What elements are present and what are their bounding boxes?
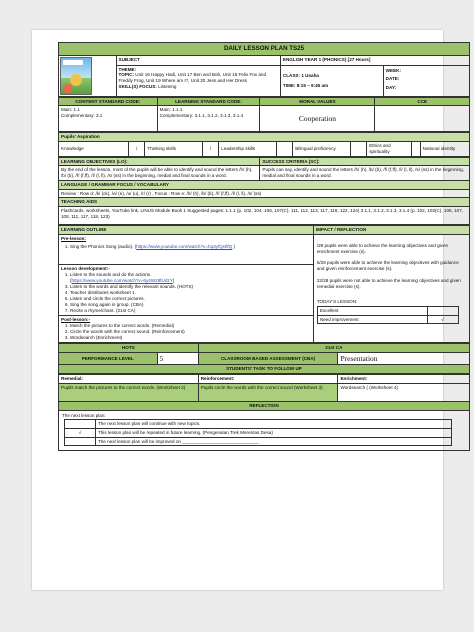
lesson-plan-sheet xyxy=(58,42,470,451)
skill-label: SKILL(S) FOCUS: xyxy=(118,83,157,89)
post-lesson-item: 3. Wordsearch (Enrichment) xyxy=(70,335,311,341)
remedial-text: Pupils match the pictures to the correct words. (Worksheet 2) xyxy=(59,383,199,401)
class-time-cell xyxy=(280,65,383,96)
content-standard-cell xyxy=(59,106,158,132)
pre-lesson-label: Pre-lesson: xyxy=(61,235,87,241)
language-focus-text: Review : Row d: /k/ (ck), /e/ (e), /u/ (u), /r/ (r) , Focus : Row e: /h/ (h), /b/ (b), /f/ (f,ff), /l/ (l, ll), /s/ (ss) xyxy=(59,189,470,198)
hots-label: HOTS xyxy=(59,344,199,353)
success-criteria-label: SUCCESS CRITERIA (SC): xyxy=(260,157,470,166)
standards-table xyxy=(58,97,470,133)
aspiration-national: National identity xyxy=(420,142,469,156)
lesson-development-block xyxy=(59,265,313,316)
aspiration-ethics: Ethics and spirituality xyxy=(367,142,412,156)
topic-value: Unit 16 Happy Hadi, Unit 17 Ben and Bob, Unit 18 Felix Fox and Freddy Frog, Unit 19 Where am I?, Unit 20 Jess and Her Dress xyxy=(118,72,267,84)
development-link-line: (https://www.youtube.com/watch?v=6y4W28fUdzY) xyxy=(70,277,175,283)
skill-value: Listening xyxy=(158,83,177,89)
subject-label: SUBJECT xyxy=(116,55,280,65)
impact-enrichment: /28 pupils were able to achieve the learning objectives and given enrichment exercise (s). xyxy=(316,242,449,254)
post-lesson-item: 2. Circle the words with the correct sound. (Reinforcement) xyxy=(70,329,311,335)
content-standard-complementary: Complementary: 3.1 xyxy=(61,113,103,119)
21st-ca-label: 21st CA xyxy=(198,344,469,353)
next-option-mark[interactable] xyxy=(65,437,96,446)
post-lesson-list xyxy=(61,323,311,341)
need-improvement-mark[interactable]: √ xyxy=(427,315,458,324)
assessment-table xyxy=(58,343,470,374)
day-label: DAY: xyxy=(385,85,397,91)
development-step: 4. Teacher distributes worksheet 1. xyxy=(70,290,311,296)
excellent-mark[interactable] xyxy=(427,306,458,315)
book-cover-cell xyxy=(59,55,117,96)
outline-table xyxy=(58,225,470,343)
document-page xyxy=(32,30,464,590)
aspiration-bilingual: Bilingual proficiency xyxy=(293,142,351,156)
next-option-text: This lesson plan will be repeated in future learning. (Pengenalan Trek Merentas Desa) xyxy=(95,428,451,437)
impact-cell xyxy=(313,234,469,342)
phonics-song-link[interactable]: https://www.youtube.com/watch?v=hq3yfQnllfQ xyxy=(136,243,233,249)
success-criteria-text: Pupils can say, identify and sound the letters /h/ (h), /b/ (b), /f/ (f,ff), /l/ (l, ll), /s/ (ss) in the beginning, medial and final sounds in a word. xyxy=(260,166,470,180)
next-option-text: The next lesson plan will be improved on ______________________________ xyxy=(95,437,451,446)
todays-lesson-label: TODAY'S LESSON: xyxy=(316,299,358,305)
performance-level-value: 5 xyxy=(157,352,198,364)
cce-label: CCE xyxy=(375,97,470,106)
development-step: 1. Listen to the sounds and do the actions. xyxy=(70,272,311,278)
reflection-label: REFLECTION xyxy=(59,401,470,410)
cba-value: Presentation xyxy=(338,352,470,364)
content-standard-label: CONTENT STANDARD CODE: xyxy=(59,97,158,106)
aspiration-knowledge: Knowledge xyxy=(59,142,129,156)
aspiration-label: Pupils' Aspiration xyxy=(59,133,470,142)
reflection-cell xyxy=(59,410,470,451)
aspiration-table xyxy=(58,132,470,156)
pre-lesson-block xyxy=(59,235,313,265)
time-value: 8:15 – 9:45 am xyxy=(296,82,329,88)
topic-label: TOPIC: xyxy=(118,72,135,78)
learning-objectives-label: LEARNING OBJECTIVES (LO): xyxy=(59,157,260,166)
development-step: 5. Listen and circle the correct pictures. xyxy=(70,296,311,302)
aspiration-mark-knowledge: / xyxy=(128,142,144,156)
post-lesson-item: 1. Match the pictures to the correct words. (Remedial) xyxy=(70,323,311,329)
week-label: WEEK: xyxy=(385,67,401,73)
excellent-label: Excellent xyxy=(317,306,427,315)
reinforcement-text: Pupils circle the words with the correct sound (Worksheet 3) xyxy=(198,383,338,401)
aspiration-thinking: Thinking skills xyxy=(145,142,203,156)
aspiration-mark-thinking: / xyxy=(202,142,218,156)
next-lesson-label: The next lesson plan: xyxy=(62,412,106,418)
week-date-day-cell xyxy=(383,65,469,96)
enrichment-label: Enrichment: xyxy=(338,375,470,384)
aspiration-mark-bilingual xyxy=(350,142,366,156)
teaching-aids-text: Flashcards, worksheets, YouTube link, LINUS Module Book 1 Suggested pages: 1.1.1 (p. 102, 104, 106, 107(C), 111, 112, 113, 117, 118, 122, 124) 3.1.1, 3.1.2, 3.1.3, 3.1.4 (p. 102, 103(C), 106, 107, 108, 111, 117, 118, 123) xyxy=(59,207,470,225)
moral-value: Cooperation xyxy=(260,106,375,132)
cce-value xyxy=(375,106,470,132)
cba-label: CLASSROOM BASED ASSESSMENT (CBA) xyxy=(198,352,338,364)
next-option-text: The next lesson plan will continue with new topics. xyxy=(95,420,451,429)
subject-value: ENGLISH YEAR 1 (PHONICS) [27 Hours] xyxy=(280,55,469,65)
next-option-mark[interactable] xyxy=(65,420,96,429)
learning-standard-label: LEARNING STANDARD CODE: xyxy=(157,97,260,106)
development-step: 3. Listen to the words and identify the relevant sounds. (HOTS) xyxy=(70,284,311,290)
teaching-aids-label: TEACHING AIDS xyxy=(59,198,470,207)
lesson-development-label: Lesson development:- xyxy=(61,265,110,271)
development-step: 6. Sing the song again in group. (CBA) xyxy=(70,302,311,308)
objectives-table xyxy=(58,157,470,225)
impact-remedial: 22/28 pupils were not able to achieve the learning objectives and given remedial exercise (s). xyxy=(316,277,461,289)
aspiration-leadership: Leadership skills xyxy=(219,142,277,156)
post-lesson-block xyxy=(59,316,313,342)
theme-topic-cell xyxy=(116,65,280,96)
language-focus-label: LANGUAGE / GRAMMAR FOCUS / VOCABULARY xyxy=(59,180,470,189)
aspiration-mark-ethics xyxy=(412,142,420,156)
impact-reinforcement: 5/28 pupils were able to achieve the learning objectives with guidance and given reinforcement exercise (s). xyxy=(316,260,459,272)
learning-outline-cell xyxy=(59,234,314,342)
impact-reflection-label: IMPACT / REFLECTION xyxy=(313,226,469,235)
need-improvement-label: Need improvement xyxy=(317,315,427,324)
follow-up-label: STUDENTS' TASK TO FOLLOW UP xyxy=(59,365,470,374)
book-cover-image xyxy=(60,57,92,95)
learning-standard-cell xyxy=(157,106,260,132)
enrichment-text: Wordsearch ( (Worksheet 4) xyxy=(338,383,470,401)
sounds-video-link[interactable]: https://www.youtube.com/watch?v=6y4W28fUdzY xyxy=(71,277,173,283)
learning-standard-complementary: Complementary: 3.1.1, 3.1.2, 3.1.3, 3.1.4 xyxy=(159,113,244,119)
moral-values-label: MORAL VALUES xyxy=(260,97,375,106)
class-value: 1 Usaha xyxy=(301,72,319,78)
reinforcement-label: Reinforcement: xyxy=(198,375,338,384)
next-lesson-table xyxy=(64,419,452,446)
class-label: CLASS: xyxy=(282,72,301,78)
aspiration-mark-leadership xyxy=(276,142,292,156)
lesson-development-list xyxy=(61,272,311,314)
header-table xyxy=(58,42,470,97)
learning-outline-label: LEARNING OUTLINE xyxy=(59,226,314,235)
learning-objectives-text: By the end of the lesson, most of the pupils will be able to identify and sound the letters /h/ (h), /b/ (b), /f/ (f,ff), /l/ (l, ll), /s/ (ss) in the beginning, medial and final sounds in a word. xyxy=(59,166,260,180)
pre-lesson-item: 1. Sing the Phonics Song (audio). (https://www.youtube.com/watch?v=hq3yfQnllfQ ) xyxy=(70,244,311,250)
page-title: DAILY LESSON PLAN TS25 xyxy=(59,43,470,56)
date-label: DATE: xyxy=(385,76,400,82)
pre-lesson-list xyxy=(61,244,311,250)
development-step: 7. Recite a rhyme/chant. (21st CA) xyxy=(70,308,311,314)
remedial-label: Remedial: xyxy=(59,375,199,384)
todays-lesson-table xyxy=(317,306,459,324)
post-lesson-label: Post-lesson:- xyxy=(61,317,91,323)
time-label: TIME: xyxy=(282,82,296,88)
content-standard-main: Main: 1.1 xyxy=(61,107,80,113)
follow-up-table xyxy=(58,374,470,451)
next-option-mark[interactable]: √ xyxy=(65,428,96,437)
learning-standard-main: Main: 1.1.1 xyxy=(159,107,183,113)
performance-level-label: PERFORMANCE LEVEL xyxy=(59,352,158,364)
theme-label: THEME: xyxy=(118,66,137,72)
